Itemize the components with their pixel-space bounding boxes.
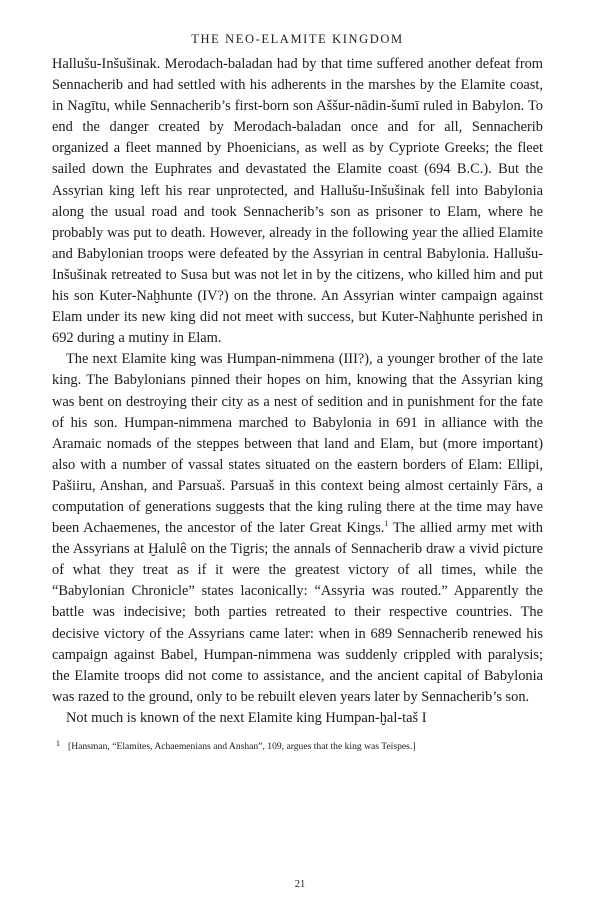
paragraph-2-part-a: The next Elamite king was Humpan-nimmena (III?), a younger brother of the late king. The Babylonians pinned their hopes on him, knowing that the Assyrian king was bent on destroying their city as a nest of sedition and in punishment for the fate of his son. Humpan-nimmena marched to Babylonia in 691 in alliance with the Aramaic nomads of the steppes between that land and Elam, but (more important) also with a number of vassal states situated on the eastern borders of Elam: Ellipi, Pašiiru, Anshan, and Parsuaš. Parsuaš in this context being almost certainly Fārs, a computation of generations suggests that the king ruling there at the time may have been Achaemenes, the ancestor of the later Great Kings. [52,351,543,537]
paragraph-2 [52,349,543,708]
page-number: 21 [294,879,306,890]
paragraph-2-part-b: The allied army met with the Assyrians at Ḫalulê on the Tigris; the annals of Sennacherib draw a vivid picture of what they treat as if it were the greatest victory of all times, while the “Babylonian Chronicle” states laconically: “Assyria was routed.” Apparently the battle was indecisive; both parties retreated to their respective countries. The decisive victory of the Assyrians came later: when in 689 Sennacherib renewed his campaign against Babel, Humpan-nimmena was suddenly crippled with paralysis; the Elamite troops did not come to assistance, and the ancient capital of Babylonia was razed to the ground, only to be rebuilt eleven years later by Sennacherib’s son. [52,520,543,705]
footnote-mark: 1 [56,739,60,748]
paragraph-3: Not much is known of the next Elamite king Humpan-ḫal-taš I [66,709,427,726]
footnote-text: [Hansman, “Elamites, Achaemenians and Anshan”, 109, argues that the king was Teïspes.] [68,741,416,752]
paragraph-1: Hallušu-Inšušinak. Merodach-baladan had by that time suffered another defeat from Sennacherib and had settled with his adherents in the marshes by the Elamite coast, in Nagītu, while Sennacherib’s first-born son Aššur-nādin-šumī ruled in Babylon. To end the danger created by Merodach-baladan once and for all, Sennacherib organized a fleet manned by Phoenicians, as well as by Cypriote Greeks; the fleet sailed down the Euphrates and devastated the Elamite coast (694 B.C.). But the Assyrian king left his rear unprotected, and Hallušu-Inšušinak fell into Babylonia along the usual road and took Sennacherib’s son as prisoner to Elam, where he probably was put to death. However, already in the following year the allied Elamite and Babylonian troops were defeated by the Assyrian in central Babylonia. Hallušu-Inšušinak retreated to Susa but was not let in by the citizens, who killed him and put his son Kuter-Naḫhunte (IV?) on the throne. An Assyrian winter campaign against Elam under its new king did not meet with success, but Kuter-Naḫhunte perished in 692 during a mutiny in Elam. [52,56,543,347]
footnote [52,737,543,753]
footnote-reference[interactable]: 1 [384,519,389,529]
page-body [52,30,543,753]
running-head: THE NEO-ELAMITE KINGDOM [191,32,404,46]
